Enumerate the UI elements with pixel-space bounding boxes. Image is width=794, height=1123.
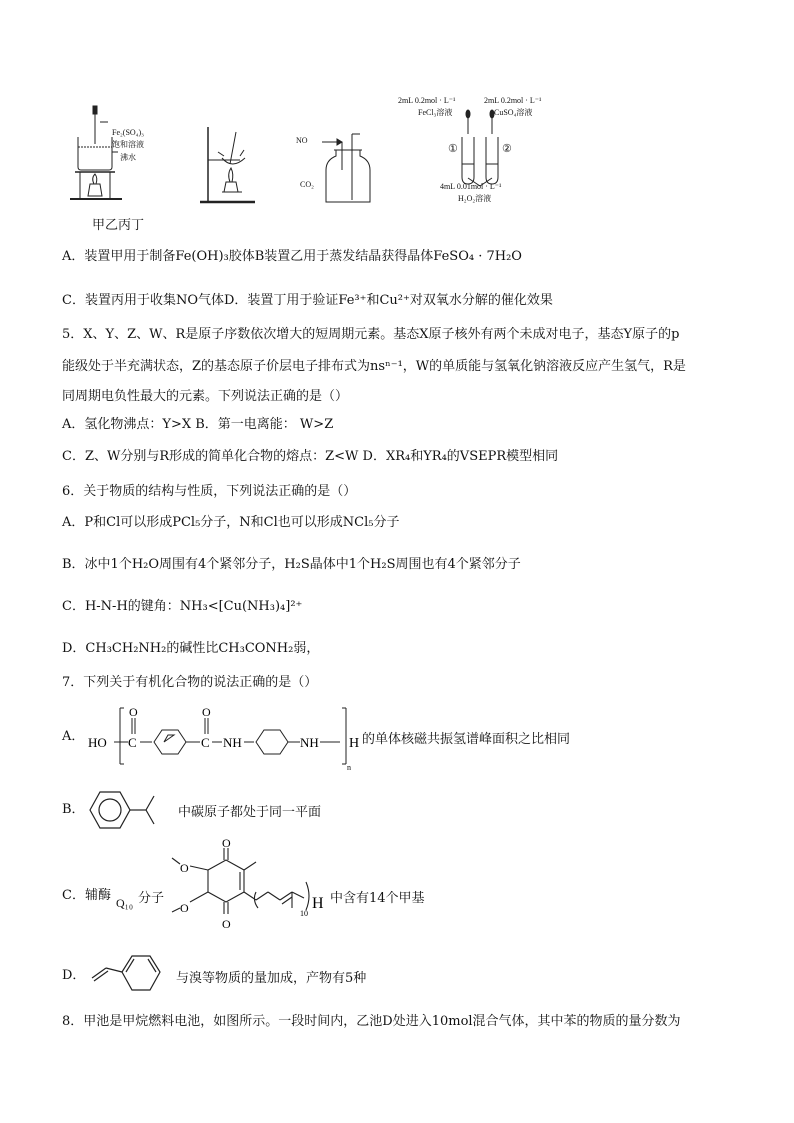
- isopropylbenzene-structure: [84, 786, 176, 834]
- q5-stem-2: 能级处于半充满状态，Z的基态原子价层电子排布式为nsⁿ⁻¹，W的单质能与氢氧化钠溶液反应产生氢气，R是: [62, 359, 686, 374]
- q7-option-a-label: A．: [62, 729, 85, 744]
- apparatus-caption: 甲乙丙丁: [92, 218, 145, 233]
- ding-tube-1: ①: [448, 143, 458, 155]
- polymer-ho: HO: [88, 735, 107, 750]
- q7-option-d-label: D．: [62, 968, 86, 983]
- coenzyme-q10-structure: [160, 838, 330, 948]
- polymer-c1: C: [128, 735, 137, 750]
- apparatus-bing: [322, 134, 370, 202]
- q5-option-ab: A．氢化物沸点：Y>X B．第一电离能： W>Z: [62, 417, 334, 432]
- q6-stem: 6．关于物质的结构与性质，下列说法正确的是（）: [62, 484, 357, 499]
- q10-h: H: [312, 895, 324, 912]
- polymer-o2: O: [202, 705, 211, 719]
- ding-tube-2: ②: [502, 143, 512, 155]
- q5-option-cd: C．Z、W分别与R形成的简单化合物的熔点：Z<W D．XR₄和YR₄的VSEPR模型相同: [62, 449, 559, 464]
- jia-label-2: 饱和溶液: [112, 140, 144, 149]
- q6-option-d: D．CH₃CH₂NH₂的碱性比CH₃CONH₂弱，: [62, 641, 320, 656]
- ding-top-1-sub: FeCl₃溶液: [418, 108, 453, 117]
- polymer-h: H: [349, 736, 360, 751]
- q10-label: Q₁₀: [116, 896, 134, 910]
- q10-o-bottom: O: [222, 917, 231, 931]
- q7-option-c-tail: 中含有14个甲基: [330, 891, 425, 906]
- jia-label-3: 沸水: [120, 153, 136, 162]
- ding-top-2: 2mL 0.2mol · L⁻¹: [484, 96, 542, 105]
- q7-option-b-tail: 中碳原子都处于同一平面: [178, 805, 322, 820]
- q4-option-cd: C．装置丙用于收集NO气体D．装置丁用于验证Fe³⁺和Cu²⁺对双氧水分解的催化效果: [62, 293, 553, 308]
- q4-option-ab: A．装置甲用于制备Fe(OH)₃胶体B装置乙用于蒸发结晶获得晶体FeSO₄ · 7H₂O: [62, 249, 522, 264]
- polymer-nh2: NH: [300, 735, 319, 750]
- ding-bottom-1: 4mL 0.01mol · L⁻¹: [440, 182, 502, 191]
- vinylcyclohexadiene-structure: [86, 950, 176, 996]
- q7-option-d-tail: 与溴等物质的量加成，产物有5种: [176, 971, 367, 986]
- q10-o-methoxy-1: O: [180, 861, 189, 875]
- bing-no-label: NO: [296, 136, 308, 145]
- jia-label-1: Fe₂(SO₄)₃: [112, 128, 144, 137]
- q10-o-methoxy-2: O: [180, 901, 189, 915]
- q5-stem-3: 同周期电负性最大的元素。下列说法正确的是（）: [62, 389, 349, 404]
- polymer-o1: O: [129, 705, 138, 719]
- apparatus-ding: [462, 110, 498, 186]
- polymer-n: n: [347, 763, 351, 772]
- q5-stem-1: 5．X、Y、Z、W、R是原子序数依次增大的短周期元素。基态X原子核外有两个未成对电子，基态Y原子的p: [62, 327, 680, 342]
- apparatus-jia: [70, 106, 122, 199]
- q6-option-a: A．P和Cl可以形成PCl₅分子，N和Cl也可以形成NCl₅分子: [62, 515, 400, 530]
- q6-option-c: C．H-N-H的键角：NH₃<[Cu(NH₃)₄]²⁺: [62, 599, 303, 614]
- polymer-nh1: NH: [223, 735, 242, 750]
- q10-repeat-count: 10: [300, 909, 308, 918]
- ding-bottom-2: H₂O₂溶液: [458, 194, 492, 203]
- polymer-c2: C: [201, 735, 210, 750]
- q6-option-b: B．冰中1个H₂O周围有4个紧邻分子，H₂S晶体中1个H₂S周围也有4个紧邻分子: [62, 557, 521, 572]
- apparatus-yi: [200, 127, 255, 202]
- q7-option-b-label: B．: [62, 802, 85, 817]
- q7-stem: 7．下列关于有机化合物的说法正确的是（）: [62, 675, 318, 690]
- q10-o-top: O: [222, 838, 231, 850]
- ding-top-2-sub: CuSO₄溶液: [494, 108, 533, 117]
- polymer-structure: [84, 704, 364, 772]
- q7-option-a-tail: 的单体核磁共振氢谱峰面积之比相同: [362, 732, 571, 747]
- q7-option-c-mid: 分子: [138, 891, 165, 906]
- bing-co2-label: CO₂: [300, 180, 314, 189]
- ding-top-1: 2mL 0.2mol · L⁻¹: [398, 96, 456, 105]
- q8-stem: 8．甲池是甲烷燃料电池，如图所示。一段时间内，乙池D处进入10mol混合气体，其中苯的物质的量分数为: [62, 1014, 681, 1029]
- q7-option-c-label: C．辅酶: [62, 888, 111, 903]
